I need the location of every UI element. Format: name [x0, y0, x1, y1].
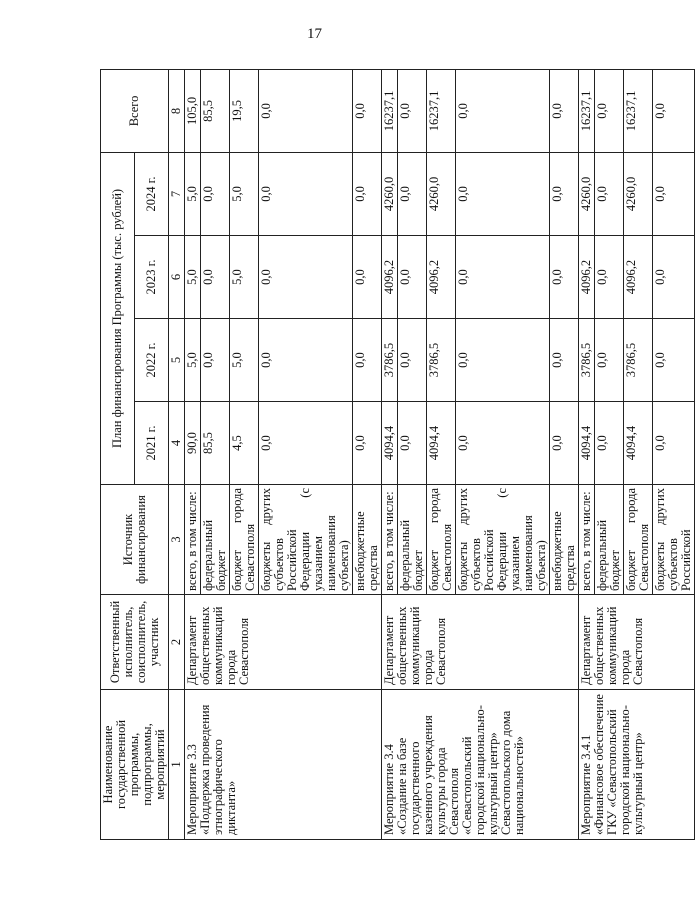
rotated-table-frame	[100, 70, 693, 840]
header-year-2023: 2023 г.	[135, 236, 169, 319]
year-value-cell: 5,0	[230, 152, 259, 235]
total-value-cell: 0,0	[398, 69, 427, 152]
year-value-cell: 90,0	[185, 402, 201, 485]
year-value-cell: 4094,4	[579, 402, 595, 485]
year-value-cell: 85,5	[201, 402, 230, 485]
index-cell: 8	[169, 69, 185, 152]
table-row	[185, 69, 201, 839]
total-value-cell: 16237,1	[579, 69, 595, 152]
year-value-cell: 0,0	[398, 152, 427, 235]
index-cell: 6	[169, 236, 185, 319]
year-value-cell: 5,0	[185, 152, 201, 235]
year-value-cell: 0,0	[201, 236, 230, 319]
index-cell: 1	[169, 690, 185, 840]
total-value-cell: 16237,1	[382, 69, 398, 152]
year-value-cell: 0,0	[259, 152, 353, 235]
index-cell: 4	[169, 402, 185, 485]
year-value-cell: 4096,2	[579, 236, 595, 319]
year-value-cell: 0,0	[456, 319, 550, 402]
measure-name-cell: Мероприятие 3.4 «Создание на базе государственного казенного учреждения культуры города Севастополя «Севастопольский городской национально-культурный центр» Севастопольского дома национальностей»	[382, 690, 579, 840]
header-index-row	[169, 69, 185, 839]
funding-source-cell: федеральный бюджет	[398, 485, 427, 595]
header-row-1	[101, 69, 135, 839]
year-value-cell: 4096,2	[382, 236, 398, 319]
total-value-cell: 0,0	[456, 69, 550, 152]
year-value-cell: 0,0	[259, 402, 353, 485]
header-year-2022: 2022 г.	[135, 319, 169, 402]
funding-source-cell: всего, в том числе:	[579, 485, 595, 595]
year-value-cell: 0,0	[398, 402, 427, 485]
year-value-cell: 0,0	[353, 236, 382, 319]
year-value-cell: 0,0	[550, 236, 579, 319]
page-number: 17	[307, 26, 322, 42]
rotated-table-content	[100, 70, 693, 840]
year-value-cell: 0,0	[550, 152, 579, 235]
year-value-cell: 0,0	[653, 152, 695, 235]
measure-name-cell: Мероприятие 3.4.1 «Финансовое обеспечение ГКУ «Севастопольский городской национально-культурный центр»	[579, 690, 695, 840]
funding-source-cell: бюджеты других субъектов Российской	[653, 485, 695, 595]
year-value-cell: 0,0	[456, 152, 550, 235]
funding-source-cell: внебюджетные средства	[550, 485, 579, 595]
funding-source-cell: внебюджетные средства	[353, 485, 382, 595]
year-value-cell: 3786,5	[427, 319, 456, 402]
year-value-cell: 3786,5	[579, 319, 595, 402]
year-value-cell: 0,0	[398, 236, 427, 319]
total-value-cell: 16237,1	[624, 69, 653, 152]
header-source: Источник финансирования	[101, 485, 169, 595]
year-value-cell: 0,0	[259, 236, 353, 319]
year-value-cell: 0,0	[595, 236, 624, 319]
year-value-cell: 5,0	[230, 319, 259, 402]
funding-source-cell: бюджет города Севастополя	[624, 485, 653, 595]
index-cell: 7	[169, 152, 185, 235]
total-value-cell: 16237,1	[427, 69, 456, 152]
total-value-cell: 0,0	[550, 69, 579, 152]
year-value-cell: 3786,5	[624, 319, 653, 402]
year-value-cell: 4260,0	[382, 152, 398, 235]
year-value-cell: 0,0	[550, 319, 579, 402]
year-value-cell: 0,0	[201, 319, 230, 402]
total-value-cell: 105,0	[185, 69, 201, 152]
year-value-cell: 0,0	[398, 319, 427, 402]
total-value-cell: 0,0	[259, 69, 353, 152]
financing-table	[100, 69, 695, 840]
year-value-cell: 0,0	[201, 152, 230, 235]
total-value-cell: 0,0	[353, 69, 382, 152]
year-value-cell: 0,0	[353, 319, 382, 402]
year-value-cell: 0,0	[595, 319, 624, 402]
year-value-cell: 0,0	[456, 402, 550, 485]
year-value-cell: 4260,0	[624, 152, 653, 235]
header-total: Всего	[101, 69, 169, 152]
year-value-cell: 0,0	[353, 152, 382, 235]
total-value-cell: 0,0	[653, 69, 695, 152]
header-measure: Наименование государственной программы, подпрограммы, мероприятий	[101, 690, 169, 840]
year-value-cell: 0,0	[353, 402, 382, 485]
year-value-cell: 0,0	[595, 402, 624, 485]
funding-source-cell: федеральный бюджет	[201, 485, 230, 595]
header-year-2024: 2024 г.	[135, 152, 169, 235]
table-row	[579, 69, 595, 839]
funding-source-cell: федеральный бюджет	[595, 485, 624, 595]
year-value-cell: 0,0	[456, 236, 550, 319]
year-value-cell: 5,0	[185, 236, 201, 319]
funding-source-cell: всего, в том числе:	[382, 485, 398, 595]
year-value-cell: 4096,2	[624, 236, 653, 319]
measure-name-cell: Мероприятие 3.3 «Поддержка проведения этнографического диктанта»	[185, 690, 382, 840]
total-value-cell: 19,5	[230, 69, 259, 152]
year-value-cell: 0,0	[653, 236, 695, 319]
funding-source-cell: бюджеты других субъектов Российской Федерации (с указанием наименования субъекта)	[456, 485, 550, 595]
executor-cell: Департамент общественных коммуникаций города Севастополя	[185, 595, 382, 690]
year-value-cell: 4094,4	[624, 402, 653, 485]
year-value-cell: 0,0	[595, 152, 624, 235]
executor-cell: Департамент общественных коммуникаций города Севастополя	[579, 595, 695, 690]
year-value-cell: 5,0	[230, 236, 259, 319]
total-value-cell: 0,0	[595, 69, 624, 152]
year-value-cell: 3786,5	[382, 319, 398, 402]
funding-source-cell: бюджеты других субъектов Российской Федерации (с указанием наименования субъекта)	[259, 485, 353, 595]
header-plan-group: План финансирования Программы (тыс. рублей)	[101, 152, 135, 484]
table-body	[185, 69, 695, 839]
funding-source-cell: бюджет города Севастополя	[427, 485, 456, 595]
year-value-cell: 4096,2	[427, 236, 456, 319]
year-value-cell: 5,0	[185, 319, 201, 402]
year-value-cell: 4260,0	[427, 152, 456, 235]
index-cell: 2	[169, 595, 185, 690]
year-value-cell: 0,0	[259, 319, 353, 402]
year-value-cell: 4094,4	[382, 402, 398, 485]
header-executor: Ответственный исполнитель, соисполнитель, участник	[101, 595, 169, 690]
year-value-cell: 0,0	[653, 319, 695, 402]
year-value-cell: 4094,4	[427, 402, 456, 485]
table-row	[382, 69, 398, 839]
executor-cell: Департамент общественных коммуникаций города Севастополя	[382, 595, 579, 690]
year-value-cell: 4260,0	[579, 152, 595, 235]
funding-source-cell: бюджет города Севастополя	[230, 485, 259, 595]
index-cell: 3	[169, 485, 185, 595]
total-value-cell: 85,5	[201, 69, 230, 152]
year-value-cell: 4,5	[230, 402, 259, 485]
index-cell: 5	[169, 319, 185, 402]
year-value-cell: 0,0	[653, 402, 695, 485]
header-year-2021: 2021 г.	[135, 402, 169, 485]
funding-source-cell: всего, в том числе:	[185, 485, 201, 595]
year-value-cell: 0,0	[550, 402, 579, 485]
